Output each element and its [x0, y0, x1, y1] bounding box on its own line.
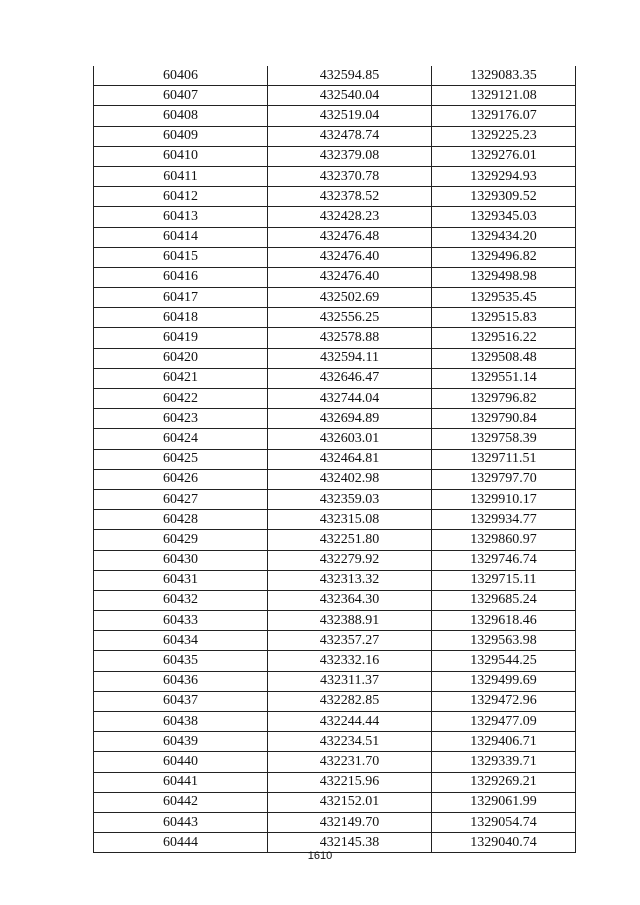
y-coordinate-cell: 1329294.93: [432, 166, 576, 186]
table-row: [94, 429, 576, 449]
y-coordinate-cell: 1329477.09: [432, 712, 576, 732]
x-coordinate-cell: 432744.04: [268, 389, 432, 409]
point-id-cell: 60421: [94, 368, 268, 388]
x-coordinate-cell: 432251.80: [268, 530, 432, 550]
x-coordinate-cell: 432476.40: [268, 267, 432, 287]
table-row: [94, 752, 576, 772]
x-coordinate-cell: 432152.01: [268, 792, 432, 812]
point-id-cell: 60424: [94, 429, 268, 449]
point-id-cell: 60433: [94, 611, 268, 631]
x-coordinate-cell: 432603.01: [268, 429, 432, 449]
table-row: [94, 469, 576, 489]
table-row: [94, 66, 576, 86]
x-coordinate-cell: 432370.78: [268, 166, 432, 186]
table-row: [94, 772, 576, 792]
x-coordinate-cell: 432357.27: [268, 631, 432, 651]
y-coordinate-cell: 1329083.35: [432, 66, 576, 86]
point-id-cell: 60427: [94, 489, 268, 509]
y-coordinate-cell: 1329796.82: [432, 389, 576, 409]
x-coordinate-cell: 432282.85: [268, 691, 432, 711]
table-row: [94, 247, 576, 267]
point-id-cell: 60415: [94, 247, 268, 267]
table-row: [94, 409, 576, 429]
y-coordinate-cell: 1329563.98: [432, 631, 576, 651]
table-row: [94, 328, 576, 348]
x-coordinate-cell: 432231.70: [268, 752, 432, 772]
table-row: [94, 570, 576, 590]
y-coordinate-cell: 1329040.74: [432, 833, 576, 853]
x-coordinate-cell: 432311.37: [268, 671, 432, 691]
table-row: [94, 510, 576, 530]
point-id-cell: 60423: [94, 409, 268, 429]
point-id-cell: 60437: [94, 691, 268, 711]
point-id-cell: 60441: [94, 772, 268, 792]
point-id-cell: 60406: [94, 66, 268, 86]
point-id-cell: 60430: [94, 550, 268, 570]
point-id-cell: 60425: [94, 449, 268, 469]
table-row: [94, 288, 576, 308]
point-id-cell: 60418: [94, 308, 268, 328]
table-row: [94, 449, 576, 469]
table-row: [94, 106, 576, 126]
x-coordinate-cell: 432364.30: [268, 590, 432, 610]
table-row: [94, 389, 576, 409]
y-coordinate-cell: 1329551.14: [432, 368, 576, 388]
table-row: [94, 489, 576, 509]
point-id-cell: 60412: [94, 187, 268, 207]
table-row: [94, 267, 576, 287]
table-row: [94, 671, 576, 691]
x-coordinate-cell: 432145.38: [268, 833, 432, 853]
y-coordinate-cell: 1329434.20: [432, 227, 576, 247]
table-row: [94, 530, 576, 550]
x-coordinate-cell: 432519.04: [268, 106, 432, 126]
x-coordinate-cell: 432332.16: [268, 651, 432, 671]
coordinates-table: [93, 66, 576, 853]
point-id-cell: 60443: [94, 812, 268, 832]
table-row: [94, 348, 576, 368]
table-row: [94, 792, 576, 812]
x-coordinate-cell: 432646.47: [268, 368, 432, 388]
y-coordinate-cell: 1329508.48: [432, 348, 576, 368]
y-coordinate-cell: 1329910.17: [432, 489, 576, 509]
table-row: [94, 207, 576, 227]
x-coordinate-cell: 432402.98: [268, 469, 432, 489]
point-id-cell: 60409: [94, 126, 268, 146]
table-row: [94, 308, 576, 328]
x-coordinate-cell: 432502.69: [268, 288, 432, 308]
point-id-cell: 60414: [94, 227, 268, 247]
point-id-cell: 60420: [94, 348, 268, 368]
point-id-cell: 60411: [94, 166, 268, 186]
x-coordinate-cell: 432149.70: [268, 812, 432, 832]
x-coordinate-cell: 432359.03: [268, 489, 432, 509]
y-coordinate-cell: 1329790.84: [432, 409, 576, 429]
point-id-cell: 60444: [94, 833, 268, 853]
y-coordinate-cell: 1329498.98: [432, 267, 576, 287]
point-id-cell: 60440: [94, 752, 268, 772]
y-coordinate-cell: 1329496.82: [432, 247, 576, 267]
x-coordinate-cell: 432379.08: [268, 146, 432, 166]
table-row: [94, 368, 576, 388]
point-id-cell: 60436: [94, 671, 268, 691]
y-coordinate-cell: 1329309.52: [432, 187, 576, 207]
x-coordinate-cell: 432244.44: [268, 712, 432, 732]
point-id-cell: 60428: [94, 510, 268, 530]
y-coordinate-cell: 1329544.25: [432, 651, 576, 671]
y-coordinate-cell: 1329711.51: [432, 449, 576, 469]
x-coordinate-cell: 432464.81: [268, 449, 432, 469]
point-id-cell: 60413: [94, 207, 268, 227]
y-coordinate-cell: 1329176.07: [432, 106, 576, 126]
y-coordinate-cell: 1329499.69: [432, 671, 576, 691]
y-coordinate-cell: 1329339.71: [432, 752, 576, 772]
point-id-cell: 60422: [94, 389, 268, 409]
table-row: [94, 651, 576, 671]
y-coordinate-cell: 1329934.77: [432, 510, 576, 530]
x-coordinate-cell: 432556.25: [268, 308, 432, 328]
point-id-cell: 60432: [94, 590, 268, 610]
y-coordinate-cell: 1329515.83: [432, 308, 576, 328]
x-coordinate-cell: 432215.96: [268, 772, 432, 792]
y-coordinate-cell: 1329758.39: [432, 429, 576, 449]
x-coordinate-cell: 432478.74: [268, 126, 432, 146]
table-row: [94, 166, 576, 186]
x-coordinate-cell: 432378.52: [268, 187, 432, 207]
y-coordinate-cell: 1329746.74: [432, 550, 576, 570]
table-row: [94, 631, 576, 651]
x-coordinate-cell: 432279.92: [268, 550, 432, 570]
table-row: [94, 227, 576, 247]
point-id-cell: 60431: [94, 570, 268, 590]
x-coordinate-cell: 432594.11: [268, 348, 432, 368]
y-coordinate-cell: 1329061.99: [432, 792, 576, 812]
point-id-cell: 60410: [94, 146, 268, 166]
table-row: [94, 590, 576, 610]
y-coordinate-cell: 1329345.03: [432, 207, 576, 227]
y-coordinate-cell: 1329715.11: [432, 570, 576, 590]
table-row: [94, 187, 576, 207]
point-id-cell: 60434: [94, 631, 268, 651]
point-id-cell: 60438: [94, 712, 268, 732]
y-coordinate-cell: 1329406.71: [432, 732, 576, 752]
y-coordinate-cell: 1329797.70: [432, 469, 576, 489]
x-coordinate-cell: 432476.40: [268, 247, 432, 267]
table-row: [94, 126, 576, 146]
coordinates-table-body: [94, 66, 576, 853]
table-row: [94, 712, 576, 732]
y-coordinate-cell: 1329054.74: [432, 812, 576, 832]
x-coordinate-cell: 432315.08: [268, 510, 432, 530]
y-coordinate-cell: 1329269.21: [432, 772, 576, 792]
y-coordinate-cell: 1329225.23: [432, 126, 576, 146]
x-coordinate-cell: 432694.89: [268, 409, 432, 429]
point-id-cell: 60419: [94, 328, 268, 348]
y-coordinate-cell: 1329685.24: [432, 590, 576, 610]
point-id-cell: 60435: [94, 651, 268, 671]
table-row: [94, 691, 576, 711]
x-coordinate-cell: 432594.85: [268, 66, 432, 86]
x-coordinate-cell: 432540.04: [268, 86, 432, 106]
x-coordinate-cell: 432234.51: [268, 732, 432, 752]
point-id-cell: 60439: [94, 732, 268, 752]
x-coordinate-cell: 432476.48: [268, 227, 432, 247]
point-id-cell: 60417: [94, 288, 268, 308]
x-coordinate-cell: 432428.23: [268, 207, 432, 227]
y-coordinate-cell: 1329860.97: [432, 530, 576, 550]
point-id-cell: 60442: [94, 792, 268, 812]
table-row: [94, 732, 576, 752]
point-id-cell: 60407: [94, 86, 268, 106]
x-coordinate-cell: 432578.88: [268, 328, 432, 348]
table-row: [94, 611, 576, 631]
point-id-cell: 60426: [94, 469, 268, 489]
table-row: [94, 812, 576, 832]
y-coordinate-cell: 1329276.01: [432, 146, 576, 166]
point-id-cell: 60429: [94, 530, 268, 550]
table-row: [94, 146, 576, 166]
y-coordinate-cell: 1329121.08: [432, 86, 576, 106]
table-row: [94, 550, 576, 570]
page-number: 1610: [307, 850, 333, 862]
x-coordinate-cell: 432388.91: [268, 611, 432, 631]
y-coordinate-cell: 1329516.22: [432, 328, 576, 348]
point-id-cell: 60408: [94, 106, 268, 126]
y-coordinate-cell: 1329618.46: [432, 611, 576, 631]
y-coordinate-cell: 1329472.96: [432, 691, 576, 711]
x-coordinate-cell: 432313.32: [268, 570, 432, 590]
point-id-cell: 60416: [94, 267, 268, 287]
table-row: [94, 86, 576, 106]
y-coordinate-cell: 1329535.45: [432, 288, 576, 308]
